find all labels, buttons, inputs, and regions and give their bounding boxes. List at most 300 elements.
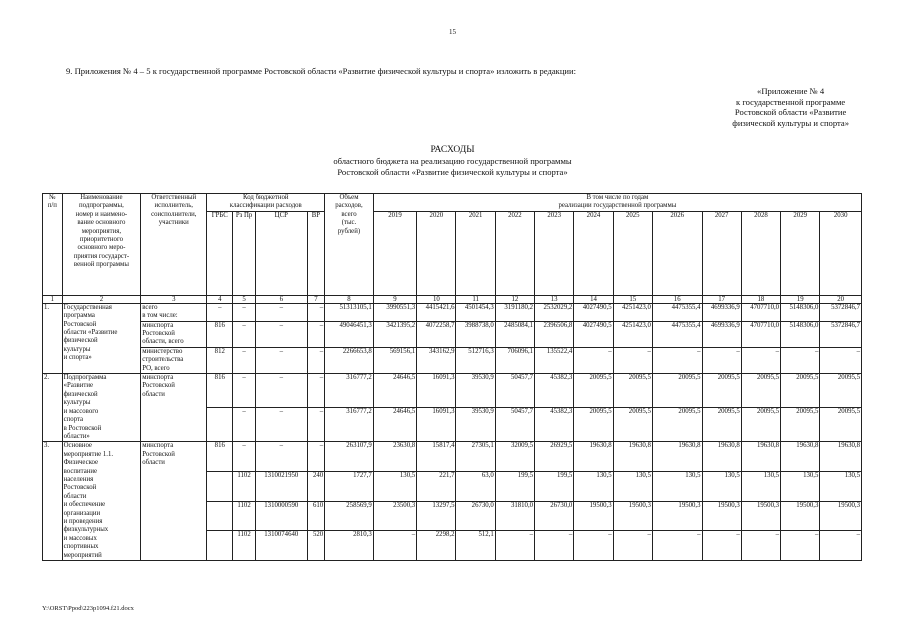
row-responsible-text-line: минспорта [142, 321, 174, 329]
cell-year-value: 5148306,0 [781, 321, 820, 347]
header-volume-text-line: Объем [339, 194, 359, 201]
cell-grbs [207, 531, 233, 561]
header-year: 2022 [495, 211, 534, 295]
cell-year-value: 19630,8 [613, 442, 652, 472]
row-responsible [141, 303, 207, 321]
cell-year-value: 130,5 [574, 471, 613, 501]
cell-rzpr: – [233, 347, 256, 373]
cell-year-value: 512,1 [456, 531, 495, 561]
cell-year-value: 569156,1 [373, 347, 416, 373]
header-name-text-line: приятия государст- [73, 252, 130, 260]
header-name-text [64, 194, 140, 270]
column-number: 13 [535, 295, 574, 303]
cell-year-value: – [495, 531, 534, 561]
header-year: 2021 [456, 211, 495, 295]
header-volume-text-line: рублей) [337, 227, 361, 235]
row-name-text-line: мероприятие 1.1. [63, 450, 114, 458]
cell-year-value: – [574, 531, 613, 561]
cell-total: 1727,7 [325, 471, 374, 501]
cell-year-value: – [373, 531, 416, 561]
row-responsible-text [142, 374, 205, 399]
cell-csr: – [255, 442, 307, 472]
cell-total: 51313105,1 [325, 303, 374, 321]
header-budget-code [207, 194, 325, 212]
cell-year-value: 3421395,2 [373, 321, 416, 347]
cell-year-value: 19500,3 [652, 501, 702, 531]
cell-year-value: – [741, 531, 780, 561]
expenses-table [42, 193, 862, 561]
row-responsible-text-line: области [142, 390, 165, 398]
header-volume [325, 194, 374, 296]
cell-year-value: 13297,5 [417, 501, 456, 531]
cell-year-value: 45382,3 [535, 374, 574, 408]
header-year: 2019 [373, 211, 416, 295]
cell-year-value: 20095,5 [820, 408, 862, 442]
cell-total: 258569,9 [325, 501, 374, 531]
cell-year-value: 199,5 [495, 471, 534, 501]
cell-year-value: 45382,3 [535, 408, 574, 442]
cell-year-value: 4415421,6 [417, 303, 456, 321]
table-row [43, 347, 862, 373]
cell-year-value: 2298,2 [417, 531, 456, 561]
cell-year-value: 130,5 [613, 471, 652, 501]
appendix-line: «Приложение № 4 [757, 86, 825, 96]
row-responsible-text [142, 442, 205, 467]
title-line-3: Ростовской области «Развитие физической культуры и спорта» [337, 166, 568, 177]
cell-csr: – [255, 321, 307, 347]
header-years-group [373, 194, 861, 212]
row-name-text [64, 374, 140, 441]
cell-year-value: 20095,5 [781, 374, 820, 408]
cell-year-value: 19500,3 [820, 501, 862, 531]
title-main: РАСХОДЫ [430, 145, 475, 155]
row-name-text-line: культуры [63, 345, 91, 353]
row-responsible-text-line: Ростовской [142, 450, 175, 458]
row-name-text-line: Государственная [63, 303, 112, 311]
row-name-text-line: спортивных [63, 543, 99, 551]
header-year: 2028 [741, 211, 780, 295]
cell-year-value: – [820, 347, 862, 373]
cell-year-value: – [613, 347, 652, 373]
cell-year-value: 26730,0 [456, 501, 495, 531]
cell-year-value: 4475355,4 [652, 303, 702, 321]
row-name-text-line: программа [63, 312, 95, 320]
cell-year-value: 19500,3 [781, 501, 820, 531]
cell-total: 316777,2 [325, 374, 374, 408]
row-name-text-line: мероприятий [63, 551, 102, 559]
cell-year-value: 16091,3 [417, 374, 456, 408]
cell-year-value: 20095,5 [820, 374, 862, 408]
intro-text: 9. Приложения № 4 – 5 к государственной программе Ростовской области «Развитие физической культуры и спорта» изложить в редакции: [66, 66, 576, 76]
cell-grbs: 812 [207, 347, 233, 373]
cell-year-value: 20095,5 [613, 408, 652, 442]
row-name [62, 303, 141, 373]
cell-year-value: 39530,9 [456, 374, 495, 408]
cell-year-value: 20095,5 [613, 374, 652, 408]
row-name-text-line: Ростовской [63, 320, 97, 328]
cell-year-value: 5148306,0 [781, 303, 820, 321]
cell-total: 316777,2 [325, 408, 374, 442]
cell-rzpr: 1102 [233, 501, 256, 531]
header-year: 2027 [702, 211, 741, 295]
cell-vr: – [307, 442, 325, 472]
cell-rzpr: 1102 [233, 531, 256, 561]
header-volume-text [326, 194, 372, 236]
row-name-text-line: и проведения [63, 517, 103, 525]
cell-year-value: 130,5 [373, 471, 416, 501]
header-name-text-line: основного меро- [77, 244, 126, 252]
row-name-text-line: воспитание [63, 467, 98, 475]
cell-year-value: – [535, 531, 574, 561]
cell-year-value: 4501454,3 [456, 303, 495, 321]
cell-year-value: – [781, 531, 820, 561]
row-name-text-line: и массовых [63, 534, 97, 542]
table-row [43, 442, 862, 472]
column-number-row [43, 295, 862, 303]
row-name-text [64, 442, 140, 560]
header-resp-text-line: соисполнители, [151, 210, 197, 218]
cell-rzpr: – [233, 321, 256, 347]
row-responsible-text-line: министерство [142, 347, 183, 355]
row-name-text-line: физической [63, 337, 98, 345]
appendix-line: Ростовской области «Развитие [734, 107, 847, 118]
cell-year-value: 19630,8 [741, 442, 780, 472]
column-number: 2 [62, 295, 141, 303]
cell-year-value: 4027490,5 [574, 303, 613, 321]
cell-grbs: – [207, 303, 233, 321]
header-num [43, 194, 63, 296]
row-name-text-line: области [63, 492, 87, 500]
cell-grbs: 816 [207, 374, 233, 408]
cell-vr: 240 [307, 471, 325, 501]
cell-year-value: 4251423,0 [613, 321, 652, 347]
cell-rzpr: 1102 [233, 471, 256, 501]
cell-year-value: 16091,3 [417, 408, 456, 442]
cell-csr: – [255, 347, 307, 373]
cell-year-value: – [652, 347, 702, 373]
header-row-1 [43, 194, 862, 212]
cell-grbs [207, 501, 233, 531]
cell-year-value: 39530,9 [456, 408, 495, 442]
row-responsible-text-line: области, всего [142, 338, 184, 346]
row-number: 2. [43, 374, 63, 442]
cell-year-value: 19630,8 [702, 442, 741, 472]
cell-year-value: 130,5 [702, 471, 741, 501]
document-title [0, 145, 905, 177]
cell-year-value: 4707710,0 [741, 321, 780, 347]
cell-year-value: 20095,5 [741, 374, 780, 408]
cell-vr: – [307, 303, 325, 321]
cell-year-value: 26929,5 [535, 442, 574, 472]
header-rzpr: Рз Пр [233, 211, 256, 295]
header-resp-text-line: участники [158, 219, 189, 227]
cell-year-value: 2532029,2 [535, 303, 574, 321]
cell-grbs: 816 [207, 442, 233, 472]
page-number: 15 [449, 28, 456, 36]
cell-rzpr: – [233, 374, 256, 408]
row-responsible-text-line: области [142, 459, 165, 467]
cell-year-value: 3990551,3 [373, 303, 416, 321]
row-responsible-text [142, 304, 205, 321]
column-number: 20 [820, 295, 862, 303]
cell-year-value: 343162,9 [417, 347, 456, 373]
row-name-text-line: области» [63, 432, 90, 440]
row-name-text-line: и спорта» [63, 354, 92, 362]
column-number: 8 [325, 295, 374, 303]
cell-year-value: 199,5 [535, 471, 574, 501]
cell-year-value: 50457,7 [495, 408, 534, 442]
cell-year-value: 4707710,0 [741, 303, 780, 321]
table-row [43, 321, 862, 347]
cell-year-value: 23500,3 [373, 501, 416, 531]
cell-csr: – [255, 408, 307, 442]
cell-year-value: – [820, 531, 862, 561]
header-resp-text-line: Ответственный [151, 194, 197, 201]
row-name-text-line: «Развитие [63, 382, 93, 390]
row-responsible [141, 442, 207, 561]
header-resp-text [142, 194, 205, 228]
cell-year-value: 19500,3 [741, 501, 780, 531]
cell-rzpr: – [233, 303, 256, 321]
column-number: 7 [307, 295, 325, 303]
cell-year-value: 3988738,0 [456, 321, 495, 347]
header-num-text [44, 194, 61, 211]
cell-year-value: 26730,0 [535, 501, 574, 531]
cell-rzpr: – [233, 408, 256, 442]
cell-year-value: 20095,5 [574, 408, 613, 442]
row-responsible-text-line: Ростовской [142, 330, 175, 338]
cell-total: 2810,3 [325, 531, 374, 561]
cell-year-value: 4251423,0 [613, 303, 652, 321]
cell-year-value: 32009,5 [495, 442, 534, 472]
cell-year-value: 4699336,9 [702, 321, 741, 347]
header-budget-code-text-line: Код бюджетной [243, 194, 289, 201]
cell-year-value: – [702, 531, 741, 561]
cell-vr: – [307, 347, 325, 373]
cell-csr: 1310000590 [255, 501, 307, 531]
cell-year-value: 20095,5 [702, 374, 741, 408]
cell-year-value: – [613, 531, 652, 561]
column-number: 19 [781, 295, 820, 303]
cell-year-value: – [574, 347, 613, 373]
header-name-text-line: вание основного [77, 219, 126, 227]
header-year: 2025 [613, 211, 652, 295]
row-name [62, 442, 141, 561]
header-budget-code-text [208, 194, 323, 211]
cell-year-value: 20095,5 [781, 408, 820, 442]
column-number: 3 [141, 295, 207, 303]
cell-vr: – [307, 408, 325, 442]
column-number: 6 [255, 295, 307, 303]
header-year: 2023 [535, 211, 574, 295]
appendix-line: к государственной программе [736, 96, 846, 107]
cell-year-value: 20095,5 [702, 408, 741, 442]
row-name-text-line: в Ростовской [63, 424, 102, 432]
cell-total: 263107,9 [325, 442, 374, 472]
cell-year-value: 19500,3 [702, 501, 741, 531]
row-name-text-line: и массового [63, 407, 99, 415]
row-name-text-line: Физическое [63, 459, 99, 467]
cell-grbs [207, 471, 233, 501]
row-responsible-text [142, 322, 205, 347]
row-responsible-text-line: строительства [142, 356, 184, 364]
header-name-text-line: Наименование [80, 194, 123, 201]
cell-year-value: 31810,0 [495, 501, 534, 531]
header-volume-text-line: всего [341, 210, 357, 218]
cell-year-value: 512716,3 [456, 347, 495, 373]
cell-grbs [207, 408, 233, 442]
cell-year-value: 19630,8 [820, 442, 862, 472]
row-responsible [141, 374, 207, 442]
cell-year-value: 3191180,2 [495, 303, 534, 321]
row-number: 1. [43, 303, 63, 373]
cell-year-value: 23630,8 [373, 442, 416, 472]
header-years-group-text [375, 194, 860, 211]
row-name-text-line: спорта [63, 416, 84, 424]
cell-year-value: 19630,8 [781, 442, 820, 472]
column-number: 17 [702, 295, 741, 303]
column-number: 14 [574, 295, 613, 303]
cell-year-value: 27305,1 [456, 442, 495, 472]
cell-year-value: 4699336,9 [702, 303, 741, 321]
cell-year-value: 20095,5 [574, 374, 613, 408]
cell-year-value: 130,5 [820, 471, 862, 501]
row-responsible-text-line: в том числе: [142, 312, 178, 320]
row-responsible-text-line: всего [142, 303, 158, 311]
row-name-text-line: Основное [63, 442, 92, 450]
cell-year-value: 19630,8 [574, 442, 613, 472]
row-responsible [141, 321, 207, 347]
cell-year-value: 24646,5 [373, 374, 416, 408]
cell-grbs: 816 [207, 321, 233, 347]
column-number: 9 [373, 295, 416, 303]
cell-year-value: 130,5 [741, 471, 780, 501]
header-year: 2026 [652, 211, 702, 295]
row-name-text-line: физической [63, 390, 98, 398]
row-name-text-line: области «Развитие [63, 329, 118, 337]
header-num-text-line: п/п [47, 202, 57, 210]
cell-year-value: 5372846,7 [820, 303, 862, 321]
header-name-text-line: мероприятия, [81, 227, 122, 235]
cell-year-value: 130,5 [781, 471, 820, 501]
column-number: 18 [741, 295, 780, 303]
header-resp-text-line: исполнитель, [154, 202, 193, 210]
cell-csr: 1310074640 [255, 531, 307, 561]
column-number: 16 [652, 295, 702, 303]
header-year: 2024 [574, 211, 613, 295]
header-csr: ЦСР [255, 211, 307, 295]
cell-year-value: 706096,1 [495, 347, 534, 373]
cell-year-value: 19500,3 [574, 501, 613, 531]
footer-file-path: Y:\ORST\Ppod\223p1094.f21.docx [42, 605, 134, 612]
row-name-text-line: организации [63, 509, 101, 517]
cell-year-value: 4072258,7 [417, 321, 456, 347]
cell-csr: – [255, 374, 307, 408]
row-name-text-line: культуры [63, 399, 91, 407]
cell-year-value: 15817,4 [417, 442, 456, 472]
header-years-group-text-line: В том числе по годам [586, 194, 649, 201]
cell-year-value: 20095,5 [741, 408, 780, 442]
cell-year-value: 130,5 [652, 471, 702, 501]
column-number: 12 [495, 295, 534, 303]
cell-year-value: 135522,4 [535, 347, 574, 373]
header-volume-text-line: расходов, [335, 202, 363, 210]
header-year: 2020 [417, 211, 456, 295]
column-number: 10 [417, 295, 456, 303]
header-budget-code-text-line: классификации расходов [229, 202, 302, 210]
row-responsible-text-line: Ростовской [142, 382, 175, 390]
cell-year-value: – [702, 347, 741, 373]
column-number: 15 [613, 295, 652, 303]
header-name-text-line: приоритетного [79, 236, 123, 244]
row-name-text-line: физкультурных [63, 526, 109, 534]
column-number: 1 [43, 295, 63, 303]
cell-year-value: 20095,5 [652, 408, 702, 442]
row-responsible-text [142, 348, 205, 373]
cell-csr: – [255, 303, 307, 321]
cell-vr: 520 [307, 531, 325, 561]
header-name-text-line: венной программы [73, 261, 129, 269]
header-name-text-line: номер и наимено- [75, 210, 128, 218]
header-volume-text-line: (тыс. [341, 219, 357, 227]
row-responsible-text-line: РО, всего [142, 364, 170, 372]
cell-year-value: 19500,3 [613, 501, 652, 531]
row-name-text-line: Подпрограмма [63, 374, 107, 382]
cell-rzpr: – [233, 442, 256, 472]
row-name-text-line: Ростовской [63, 484, 97, 492]
column-number: 11 [456, 295, 495, 303]
cell-year-value: 4475355,4 [652, 321, 702, 347]
header-grbs: ГРБС [207, 211, 233, 295]
appendix-header [732, 86, 849, 129]
cell-vr: – [307, 374, 325, 408]
row-name-text-line: населения [63, 475, 94, 483]
header-year: 2030 [820, 211, 862, 295]
cell-year-value: – [781, 347, 820, 373]
table-row [43, 374, 862, 408]
header-vr: ВР [307, 211, 325, 295]
row-responsible [141, 347, 207, 373]
row-name-text [64, 304, 140, 363]
cell-year-value: 221,7 [417, 471, 456, 501]
cell-year-value: 63,0 [456, 471, 495, 501]
header-name [62, 194, 141, 296]
cell-year-value: 24646,5 [373, 408, 416, 442]
row-name-text-line: и обеспечение [63, 501, 106, 509]
column-number: 4 [207, 295, 233, 303]
header-num-text-line: № [49, 194, 56, 201]
header-resp [141, 194, 207, 296]
cell-total: 49046451,3 [325, 321, 374, 347]
appendix-line: физической культуры и спорта» [732, 118, 849, 129]
cell-year-value: 2485084,1 [495, 321, 534, 347]
row-name [62, 374, 141, 442]
cell-year-value: – [652, 531, 702, 561]
header-year: 2029 [781, 211, 820, 295]
cell-vr: – [307, 321, 325, 347]
cell-year-value: 2396506,8 [535, 321, 574, 347]
cell-year-value: 19630,8 [652, 442, 702, 472]
cell-total: 2266653,8 [325, 347, 374, 373]
column-number: 5 [233, 295, 256, 303]
cell-csr: 1310021950 [255, 471, 307, 501]
header-years-group-text-line: реализации государственной программы [558, 202, 677, 210]
cell-year-value: – [741, 347, 780, 373]
header-name-text-line: подпрограммы, [79, 202, 124, 210]
cell-year-value: 4027490,5 [574, 321, 613, 347]
row-number: 3. [43, 442, 63, 561]
cell-year-value: 5372846,7 [820, 321, 862, 347]
